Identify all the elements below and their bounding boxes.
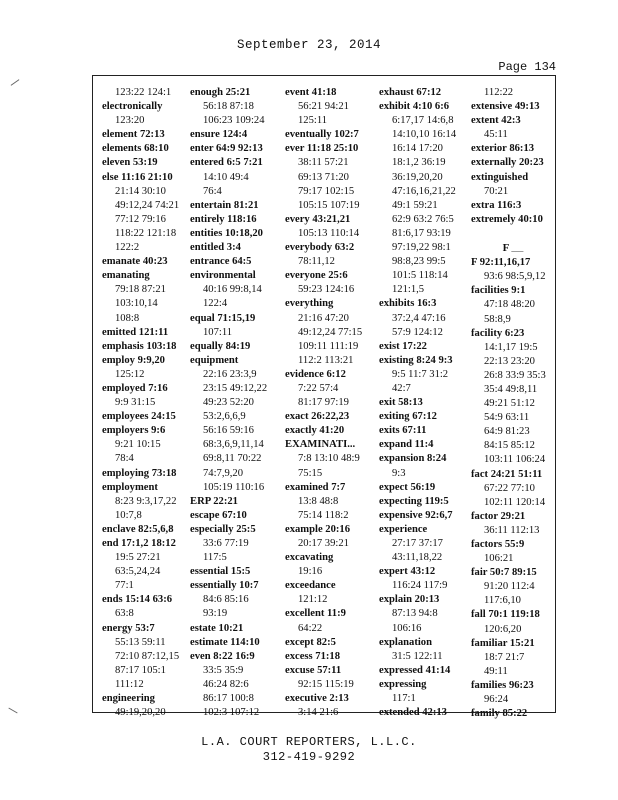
index-entry: entitled 3:4	[190, 242, 241, 254]
index-line: 74:7,9,20	[203, 467, 244, 479]
index-line: 122:4	[203, 298, 228, 310]
index-frame	[92, 75, 556, 720]
index-line: 7:8 13:10 48:9	[298, 453, 360, 465]
index-line: 79:17 102:15	[298, 185, 355, 197]
index-entry: EXAMINATI...	[285, 439, 356, 451]
index-line: 72:10 87:12,15	[115, 650, 180, 662]
index-line: 33:5 35:9	[203, 664, 244, 676]
index-line: 106:16	[392, 622, 422, 634]
index-line: 56:16 59:16	[203, 425, 254, 437]
index-line: 118:22 121:18	[115, 227, 177, 239]
index-entry: expressing	[379, 678, 427, 690]
index-entry: exhibits 16:3	[379, 298, 437, 310]
index-entry: externally 20:23	[471, 157, 544, 169]
index-entry: entertain 81:21	[190, 199, 259, 211]
index-line: 59:23 124:16	[298, 284, 355, 296]
index-entry: excavating	[285, 552, 334, 564]
index-line: 14:1,17 19:5	[484, 341, 538, 353]
index-entry: ends 15:14 63:6	[102, 594, 173, 606]
index-entry: equal 71:15,19	[190, 312, 256, 324]
margin-mark	[11, 79, 20, 86]
index-column-5	[471, 86, 555, 721]
index-line: 18:7 21:7	[484, 651, 525, 663]
index-line: 58:8,9	[484, 313, 511, 325]
index-entry: exact 26:22,23	[285, 411, 350, 423]
index-line: 19:16	[298, 566, 323, 578]
index-entry: essential 15:5	[190, 566, 251, 578]
index-line: 101:5 118:14	[392, 270, 448, 282]
index-entry: excellent 11:9	[285, 608, 346, 620]
index-line: 79:18 87:21	[115, 284, 166, 296]
index-line: 117:6,10	[484, 595, 521, 607]
index-line: 123:22 124:1	[115, 87, 172, 98]
index-line: 47:18 48:20	[484, 299, 535, 311]
index-line: 81:17 97:19	[298, 397, 349, 409]
index-entry: essentially 10:7	[190, 580, 259, 592]
index-entry: enter 64:9 92:13	[190, 143, 263, 155]
index-line: 107:11	[203, 326, 233, 338]
index-entry: ensure 124:4	[190, 129, 248, 141]
index-line: 14:10,10 16:14	[392, 129, 457, 141]
index-line: 26:8 33:9 35:3	[484, 369, 546, 381]
index-entry: equally 84:19	[190, 340, 251, 352]
index-entry: exactly 41:20	[285, 425, 345, 437]
index-line: 78:4	[115, 453, 134, 465]
index-line: 62:9 63:2 76:5	[392, 213, 454, 225]
index-entry: example 20:16	[285, 523, 351, 535]
index-entry: extra 116:3	[471, 199, 522, 211]
index-entry: expressed 41:14	[379, 664, 451, 676]
index-entry: electronically	[102, 101, 163, 113]
index-entry: expect 56:19	[379, 481, 436, 493]
index-entry: experience	[379, 523, 428, 535]
index-line: 120:6,20	[484, 623, 522, 635]
index-entry: explanation	[379, 636, 432, 648]
index-line: 106:21	[484, 553, 514, 565]
index-entry: energy 53:7	[102, 622, 155, 634]
index-entry: employees 24:15	[102, 411, 176, 423]
index-line: 84:15 85:12	[484, 440, 535, 452]
index-line: 35:4 49:8,11	[484, 383, 538, 395]
index-entry: exterior 86:13	[471, 143, 535, 155]
index-entry: family 85:22	[471, 708, 528, 720]
header-date: September 23, 2014	[236, 38, 382, 52]
index-line: 102:11 120:14	[484, 496, 546, 508]
index-entry: exceedance	[285, 580, 336, 592]
index-entry: escape 67:10	[190, 509, 247, 521]
index-line: 103:10,14	[115, 298, 158, 310]
index-line: 18:1,2 36:19	[392, 157, 446, 169]
index-line: 87:13 94:8	[392, 608, 438, 620]
index-line: 21:14 30:10	[115, 185, 166, 197]
index-line: 125:11	[298, 115, 328, 127]
index-line: 22:13 23:20	[484, 355, 535, 367]
index-line: 49:19,20,20	[115, 707, 166, 719]
index-line: 63:8	[115, 608, 134, 620]
index-entry: else 11:16 21:10	[102, 171, 173, 183]
index-line: 47:16,16,21,22	[392, 185, 456, 197]
index-line: 20:17 39:21	[298, 538, 349, 549]
letter-heading: F ___	[471, 241, 555, 256]
index-entry: extremely 40:10	[471, 213, 543, 225]
index-line: 121:1,5	[392, 284, 425, 296]
margin-mark	[8, 708, 17, 714]
index-line: 64:22	[298, 622, 323, 634]
index-entry: even 8:22 16:9	[190, 650, 255, 662]
index-line: 117:1	[392, 693, 416, 705]
index-column-4	[379, 86, 473, 720]
index-line: 91:20 112:4	[484, 581, 535, 593]
index-line: 38:11 57:21	[298, 157, 349, 169]
index-line: 54:9 63:11	[484, 412, 530, 424]
index-line: 109:11 111:19	[298, 340, 359, 352]
index-entry: exhaust 67:12	[379, 87, 442, 98]
index-line: 8:23 9:3,17,22	[115, 495, 177, 507]
index-line: 55:13 59:11	[115, 636, 166, 648]
index-entry: existing 8:24 9:3	[379, 354, 453, 366]
index-line: 14:10 49:4	[203, 171, 249, 183]
index-entry: employers 9:6	[102, 425, 166, 437]
index-entry: estate 10:21	[190, 622, 244, 634]
index-entry: ever 11:18 25:10	[285, 143, 359, 155]
index-entry: fall 70:1 119:18	[471, 609, 540, 621]
index-line: 98:8,23 99:5	[392, 256, 446, 268]
index-line: 69:13 71:20	[298, 171, 349, 183]
index-line: 10:7,8	[115, 509, 142, 521]
index-line: 49:11	[484, 665, 508, 677]
index-line: 125:12	[115, 368, 145, 380]
index-line: 19:5 27:21	[115, 552, 161, 564]
index-entry: enough 25:21	[190, 87, 251, 98]
index-entry: expand 11:4	[379, 439, 434, 451]
index-line: 49:21 51:12	[484, 398, 535, 410]
footer-phone: 312-419-9292	[262, 750, 356, 764]
index-line: 68:3,6,9,11,14	[203, 439, 264, 451]
index-line: 9:9 31:15	[115, 397, 156, 409]
index-entry: everybody 63:2	[285, 242, 355, 254]
index-entry: element 72:13	[102, 129, 165, 141]
index-entry: eventually 102:7	[285, 129, 359, 141]
index-line: 75:15	[298, 467, 323, 479]
index-entry: ERP 22:21	[190, 495, 238, 507]
index-line: 116:24 117:9	[392, 580, 448, 592]
index-entry: exist 17:22	[379, 340, 427, 352]
index-line: 46:24 82:6	[203, 678, 249, 690]
index-line: 49:1 59:21	[392, 199, 438, 211]
index-line: 105:19 110:16	[203, 481, 265, 493]
index-line: 37:2,4 47:16	[392, 312, 446, 324]
index-line: 106:23 109:24	[203, 115, 265, 127]
index-entry: excess 71:18	[285, 650, 341, 662]
index-entry: factors 55:9	[471, 539, 525, 550]
index-entry: employed 7:16	[102, 382, 168, 394]
index-line: 112:22	[484, 87, 514, 98]
index-line: 31:5 122:11	[392, 650, 443, 662]
index-line: 27:17 37:17	[392, 538, 443, 549]
index-line: 13:8 48:8	[298, 495, 339, 507]
index-entry: exiting 67:12	[379, 411, 437, 423]
index-line: 49:12,24 74:21	[115, 199, 180, 211]
index-entry: employing 73:18	[102, 467, 177, 479]
index-entry: factor 29:21	[471, 510, 526, 522]
index-entry: excuse 57:11	[285, 664, 342, 676]
index-line: 7:22 57:4	[298, 382, 339, 394]
index-line: 49:23 52:20	[203, 397, 254, 409]
footer-firm-name: L.A. COURT REPORTERS, L.L.C.	[201, 735, 417, 749]
index-line: 96:24	[484, 694, 509, 706]
index-entry: expensive 92:6,7	[379, 509, 453, 521]
index-entry: exhibit 4:10 6:6	[379, 101, 450, 113]
index-line: 63:5,24,24	[115, 566, 161, 578]
index-entry: especially 25:5	[190, 523, 256, 535]
index-entry: eleven 53:19	[102, 157, 158, 169]
index-line: 78:11,12	[298, 256, 335, 268]
index-entry: evidence 6:12	[285, 368, 346, 380]
index-entry: entrance 64:5	[190, 256, 252, 268]
index-line: 67:22 77:10	[484, 482, 535, 494]
index-line: 9:3	[392, 467, 406, 479]
index-line: 84:6 85:16	[203, 594, 249, 606]
index-entry: facilities 9:1	[471, 285, 526, 297]
index-line: 22:16 23:3,9	[203, 368, 257, 380]
index-line: 121:12	[298, 594, 328, 606]
index-line: 23:15 49:12,22	[203, 382, 268, 394]
index-entry: engineering	[102, 693, 155, 705]
index-entry: facility 6:23	[471, 327, 525, 339]
index-entry: entered 6:5 7:21	[190, 157, 263, 169]
index-line: 6:17,17 14:6,8	[392, 115, 454, 127]
index-line: 81:6,17 93:19	[392, 227, 451, 239]
index-entry: enclave 82:5,6,8	[102, 523, 174, 535]
index-line: 69:8,11 70:22	[203, 453, 262, 465]
index-entry: families 96:23	[471, 679, 534, 691]
index-line: 92:15 115:19	[298, 678, 354, 690]
index-line: 111:12	[115, 678, 144, 690]
index-line: 112:2 113:21	[298, 354, 354, 366]
index-line: 123:20	[115, 115, 145, 127]
index-entry: extinguished	[471, 171, 529, 183]
index-line: 3:14 21:6	[298, 707, 339, 719]
index-line: 45:11	[484, 129, 508, 141]
index-line: 42:7	[392, 382, 411, 394]
index-line: 64:9 81:23	[484, 426, 530, 438]
index-column-1	[102, 86, 186, 720]
index-line	[471, 227, 555, 241]
index-entry: extensive 49:13	[471, 101, 540, 113]
index-entry: every 43:21,21	[285, 213, 351, 225]
index-entry: estimate 114:10	[190, 636, 260, 648]
index-entry: executive 2:13	[285, 693, 349, 705]
index-line: 9:5 11:7 31:2	[392, 368, 449, 380]
index-entry: examined 7:7	[285, 481, 346, 493]
index-entry: expansion 8:24	[379, 453, 447, 465]
index-line: 105:15 107:19	[298, 199, 360, 211]
index-line: 57:9 124:12	[392, 326, 443, 338]
index-entry: employ 9:9,20	[102, 354, 165, 366]
index-entry: end 17:1,2 18:12	[102, 538, 176, 549]
page-number: Page 134	[498, 60, 556, 74]
index-entry: expecting 119:5	[379, 495, 449, 507]
index-entry: fact 24:21 51:11	[471, 468, 543, 480]
index-column-3	[285, 86, 376, 720]
index-line: 70:21	[484, 185, 509, 197]
index-line: 77:12 79:16	[115, 213, 166, 225]
index-line: 93:6 98:5,9,12	[484, 271, 546, 283]
index-entry: emphasis 103:18	[102, 340, 177, 352]
index-entry: entities 10:18,20	[190, 227, 263, 239]
index-entry: everything	[285, 298, 334, 310]
index-entry: equipment	[190, 354, 239, 366]
index-line: 86:17 100:8	[203, 693, 254, 705]
index-column-2	[190, 86, 283, 720]
index-line: 75:14 118:2	[298, 509, 349, 521]
index-entry: expert 43:12	[379, 566, 436, 578]
index-entry: exit 58:13	[379, 397, 423, 409]
index-entry: environmental	[190, 270, 256, 282]
index-line: 77:1	[115, 580, 134, 592]
index-entry: emanate 40:23	[102, 256, 168, 268]
index-line: 122:2	[115, 242, 140, 254]
index-line: 9:21 10:15	[115, 439, 161, 451]
index-line: 103:11 106:24	[484, 454, 546, 466]
index-line: 102:3 107:12	[203, 707, 260, 719]
index-entry: exits 67:11	[379, 425, 427, 437]
index-line: 16:14 17:20	[392, 143, 443, 155]
index-line: 76:4	[203, 185, 222, 197]
index-line: 36:11 112:13	[484, 524, 540, 536]
index-entry: familiar 15:21	[471, 637, 535, 649]
index-entry: emitted 121:11	[102, 326, 169, 338]
index-entry: employment	[102, 481, 158, 493]
index-line: 117:5	[203, 552, 227, 564]
index-line: 49:12,24 77:15	[298, 326, 363, 338]
index-entry: except 82:5	[285, 636, 336, 648]
index-line: 36:19,20,20	[392, 171, 443, 183]
index-entry: elements 68:10	[102, 143, 169, 155]
index-entry: explain 20:13	[379, 594, 440, 606]
index-line: 97:19,22 98:1	[392, 242, 451, 254]
index-line: 108:8	[115, 312, 140, 324]
index-line: 33:6 77:19	[203, 538, 249, 549]
index-line: 56:21 94:21	[298, 101, 349, 113]
index-line: 87:17 105:1	[115, 664, 166, 676]
index-line: 43:11,18,22	[392, 552, 443, 564]
index-entry: fair 50:7 89:15	[471, 567, 537, 579]
index-line: 21:16 47:20	[298, 312, 349, 324]
index-entry: event 41:18	[285, 87, 337, 98]
index-entry: F 92:11,16,17	[471, 257, 531, 269]
index-line: 93:19	[203, 608, 228, 620]
index-entry: extent 42:3	[471, 115, 521, 127]
index-entry: emanating	[102, 270, 150, 282]
index-line: 40:16 99:8,14	[203, 284, 262, 296]
index-entry: extended 42:13	[379, 707, 447, 719]
index-entry: entirely 118:16	[190, 213, 257, 225]
index-line: 105:13 110:14	[298, 227, 360, 239]
index-line: 53:2,6,6,9	[203, 411, 246, 423]
index-line: 56:18 87:18	[203, 101, 254, 113]
index-entry: everyone 25:6	[285, 270, 348, 282]
